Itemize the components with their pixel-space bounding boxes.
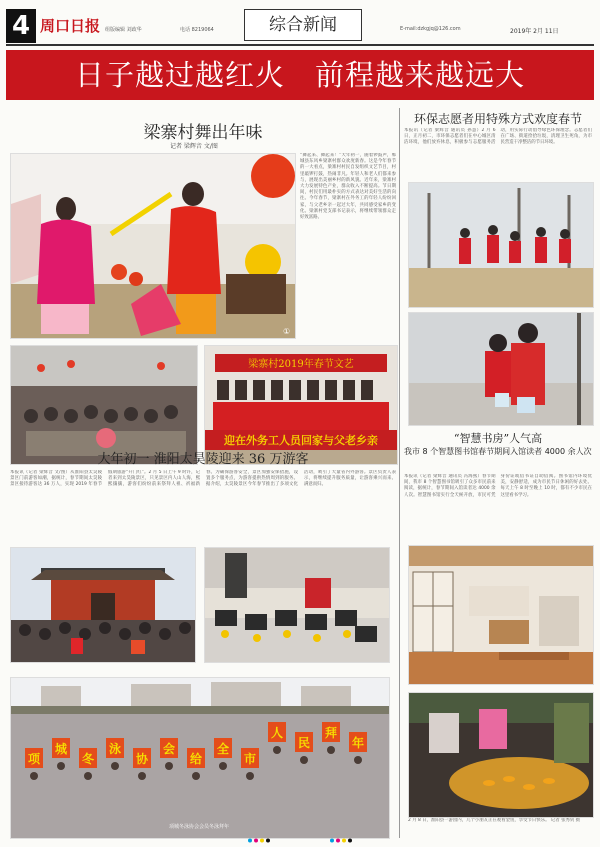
mid-story-text: 本报讯（记者 梁辉音 文/图）从淮阳县太昊陵景区门前游客如潮，据统计，春节期间太昊陵景区接待游客达 36 万人，实现 2019 年春节假期旅游“开门红”。2 月 5 日上午 9 时许，记者来到太昊陵景区，只见景区内人山人海，熙熙攘攘，游客们纷纷前来祭拜人祖、祈福新春。为确保游客安全，景区加强安保措施，设置多个服务点，为游客提供热情周到的服务。据介绍，太昊陵景区今年春节推出了多项文化活动，吸引了大量省内外游客。景区负责人表示，将继续提升服务质量，让游客乘兴而来、满意而归。 bbox=[10, 470, 396, 488]
swimmer-head bbox=[57, 762, 65, 770]
swim-sign-char: 项 bbox=[27, 752, 41, 766]
welcome-banner-text: 迎在外务工人员回家与父老乡亲 bbox=[224, 434, 378, 447]
swimmer-head bbox=[138, 772, 146, 780]
photo-dancers bbox=[10, 153, 296, 339]
book-story-subheadline: 我市 8 个智慧图书馆春节期间入馆读者 4000 余人次 bbox=[404, 447, 592, 456]
banner-headline: 日子越过越红火 前程越来越远大 bbox=[74, 58, 525, 92]
main-story-byline: 记者 梁辉音 文/图 bbox=[170, 143, 218, 150]
swimmer-head bbox=[165, 762, 173, 770]
swim-sign-char: 人 bbox=[270, 726, 284, 740]
swimmer-head bbox=[219, 762, 227, 770]
swimmer-head bbox=[192, 772, 200, 780]
swimmer-head bbox=[273, 746, 281, 754]
book-story-text: 本报讯（记者 梁辉音 通讯员 冯海燕）春节期间，我市 8 个智慧图书馆吸引了众多市民前来阅读，据统计，春节期间入馆读者达 4000 余人次。智慧图书馆实行全天候开放，市民可凭身份证或借书证自助借阅。图书馆内环境优美，安静舒适，成为市民节日休闲的好去处。每天上午 8 时至晚上 10 时，都有不少市民在这里看书学习。 bbox=[404, 474, 592, 498]
swim-sign-char: 年 bbox=[351, 736, 365, 750]
photo-temple-crowd bbox=[10, 547, 196, 663]
editor-credit: 组版编辑 刘政华 bbox=[105, 27, 142, 33]
photo-winter-swim bbox=[10, 677, 390, 839]
swim-sign-char: 市 bbox=[243, 752, 257, 766]
swimmer-head bbox=[84, 772, 92, 780]
photo-stage-group bbox=[204, 345, 398, 465]
stage-sign: 梁寨村2019年春节文艺 bbox=[248, 359, 354, 370]
swim-sign-char: 给 bbox=[189, 752, 203, 766]
swim-sign-char: 泳 bbox=[108, 742, 122, 756]
main-story-headline: 梁寨村舞出年味 bbox=[143, 123, 263, 143]
column-divider bbox=[399, 108, 400, 838]
photo-goldfish bbox=[408, 692, 594, 818]
photo-audience bbox=[10, 345, 198, 465]
photo-shoe-stall bbox=[204, 547, 390, 663]
swim-sign-char: 民 bbox=[297, 736, 311, 750]
right-story-headline: 环保志愿者用特殊方式欢度春节 bbox=[413, 112, 582, 126]
section-title: 综合新闻 bbox=[244, 9, 362, 41]
photo-volunteers-park bbox=[408, 182, 594, 308]
swimmer-head bbox=[111, 762, 119, 770]
swimmer-head bbox=[246, 772, 254, 780]
header-rule bbox=[6, 44, 594, 46]
swimmer-head bbox=[30, 772, 38, 780]
swim-sign-char: 拜 bbox=[324, 726, 338, 740]
email-address: E-mail:dzkgjq@126.com bbox=[400, 26, 461, 32]
color-registration-dots bbox=[240, 838, 360, 843]
photo-credit: 记者 张秀钊 摄 bbox=[550, 818, 581, 823]
swim-sign-char: 会 bbox=[162, 742, 176, 756]
book-story-headline: “智慧书房”人气高 bbox=[453, 432, 543, 445]
swimmer-head bbox=[327, 746, 335, 754]
paper-logo: 周口日报 bbox=[40, 17, 101, 35]
svg-text:项城冬泳协会会员冬泳拜年: 项城冬泳协会会员冬泳拜年 bbox=[168, 824, 230, 830]
swim-sign-char: 城 bbox=[54, 742, 68, 756]
page-number: 4 bbox=[6, 9, 36, 43]
swimmer-head bbox=[300, 756, 308, 764]
right-story-text: 本报讯（记者 梁辉音 通讯员 孙慧）2 月 6 日，正月初二，市环保志愿者们在中心城区清洁环境，他们放弃休息，积极参与志愿服务活动，用实际行动倡导绿色环保理念。志愿者们在广场、街道捡拾垃圾，清理卫生死角，为市民营造干净整洁的节日环境。 bbox=[404, 128, 592, 146]
phone-number: 电话 8219064 bbox=[180, 27, 214, 33]
issue-date: 2019年 2月 11日 bbox=[510, 28, 559, 35]
goldfish-caption: 2 月 8 日，淮阳县一游园内，几个小朋友正在观看金鱼，享受节日快乐。 记者 张秀钊 摄 bbox=[408, 818, 581, 823]
swim-sign-char: 冬 bbox=[81, 752, 95, 766]
swim-sign-char: 协 bbox=[135, 752, 149, 766]
photo-volunteers-closeup bbox=[408, 312, 594, 426]
main-story-text-column: “舞起来、舞起来！”大年初一，随着锣鼓声，郸城县东风乡梁寨村群众欢度新春。这是今年春节的一大看点，梁寨村村民自发组织文艺节目，村里敲锣打鼓，热闹非凡。年轻人和老人们都来参与，展现出美丽乡村的新风貌。近年来，梁寨村大力发展特色产业，群众收入不断提高。节日期间，村民们用最朴实的方式表达对美好生活的向往。今年春节，梁寨村在外务工的年轻人纷纷回家，与父老乡亲一起过大年，共同感受家乡的变化。梁寨村党支部书记表示，将继续带领群众走好致富路。 bbox=[300, 153, 396, 221]
svg-text:①: ① bbox=[283, 327, 291, 336]
swim-sign-char: 全 bbox=[216, 742, 230, 756]
photo-library bbox=[408, 545, 594, 685]
mid-story-headline: 大年初一 淮阳太昊陵迎来 36 万游客 bbox=[97, 452, 309, 467]
dancers-illustration bbox=[11, 154, 295, 338]
swimmer-head bbox=[354, 756, 362, 764]
